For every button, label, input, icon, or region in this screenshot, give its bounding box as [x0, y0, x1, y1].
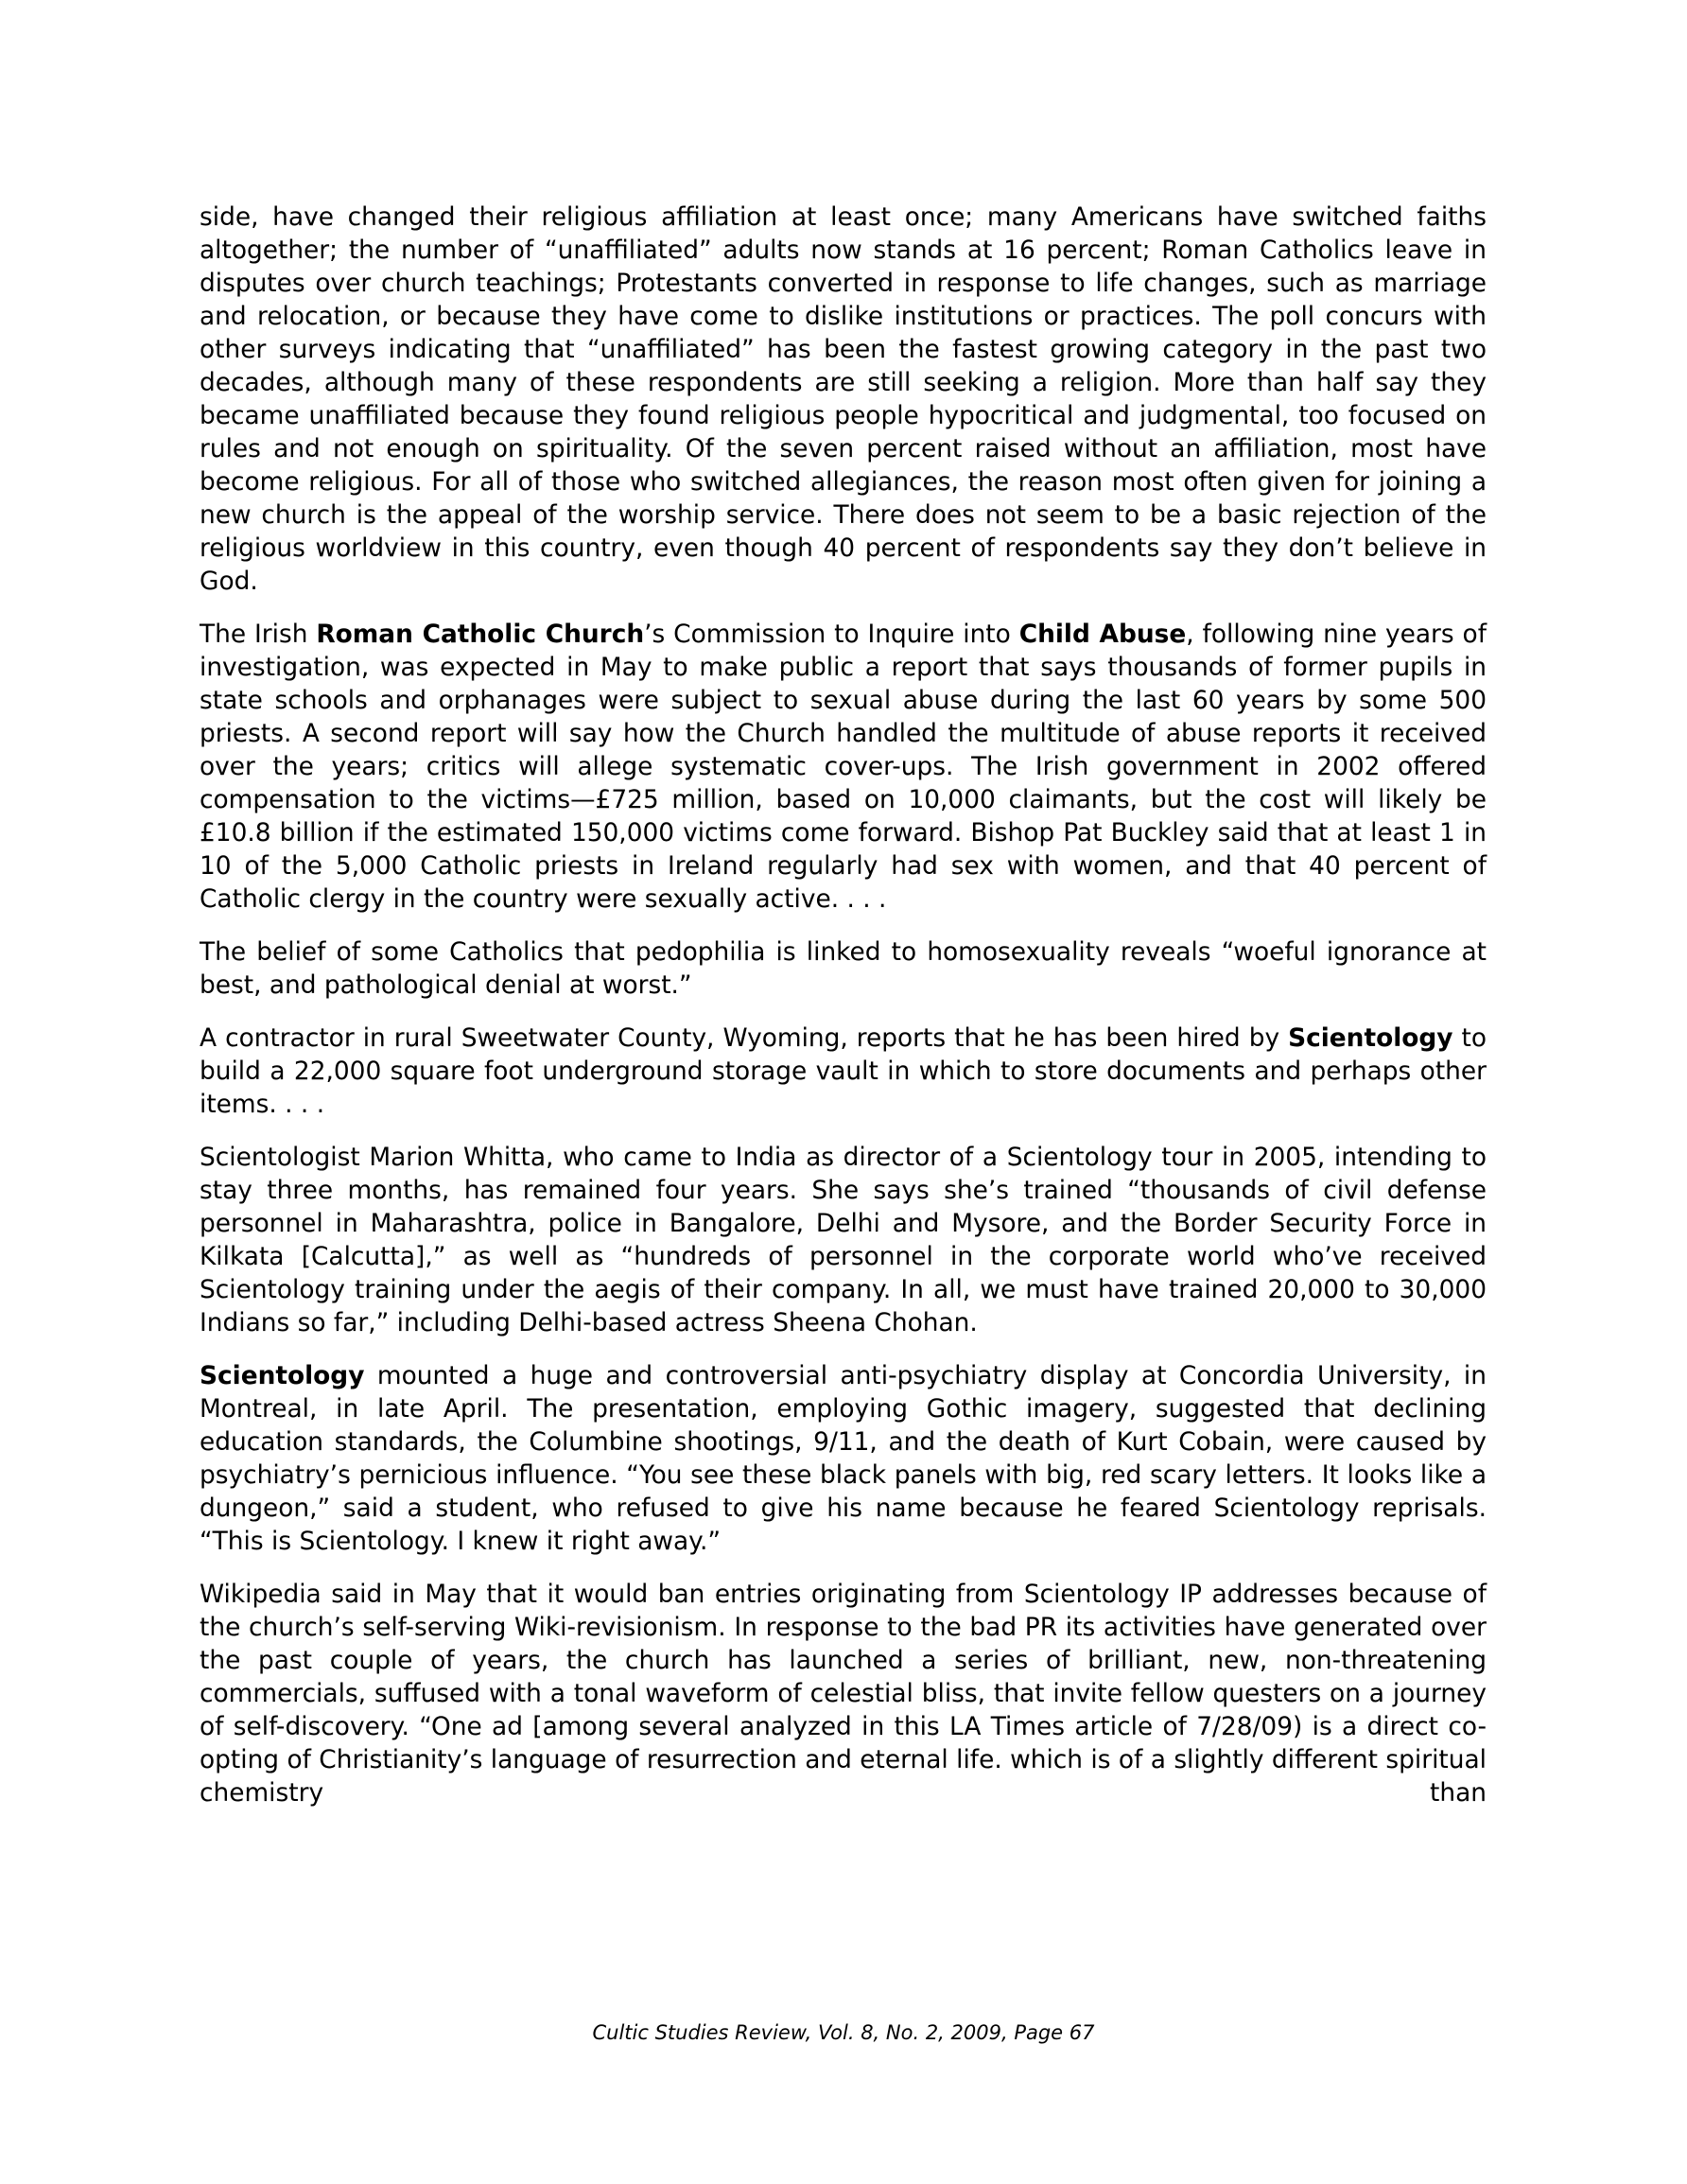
paragraph-wikipedia-ban: [200, 1578, 1487, 1809]
paragraph-text: ’s Commission to Inquire into: [644, 620, 1019, 649]
paragraph-pedophilia-belief: [200, 935, 1487, 1002]
paragraph-text: , following nine years of investigation, was expected in May to make public a report that says thousands of former pupils in state schools and orphanages were subject to sexual abuse during the last 60 years by some 500 priests. A second report will say how the Church handled the multitude of abuse reports it received over the years; critics will allege systematic cover-ups. The Irish government in 2002 offered compensation to the victims—£725 million, based on 10,000 claimants, but the cost will likely be £10.8 billion if the estimated 150,000 victims come forward. Bishop Pat Buckley said that at least 1 in 10 of the 5,000 Catholic priests in Ireland regularly had sex with women, and that 40 percent of Catholic clergy in the country were sexually active. . . .: [200, 620, 1487, 914]
document-body: [200, 201, 1487, 1829]
paragraph-india-training: [200, 1141, 1487, 1339]
paragraph-text: A contractor in rural Sweetwater County, Wyoming, reports that he has been hired by: [200, 1023, 1289, 1053]
paragraph-text: The belief of some Catholics that pedophilia is linked to homosexuality reveals “woeful ignorance at best, and pathological denial at worst.”: [200, 937, 1487, 1000]
paragraph-wyoming-vault: [200, 1022, 1487, 1121]
bold-term-scientology: Scientology: [1288, 1023, 1453, 1053]
paragraph-irish-church-abuse: [200, 618, 1487, 916]
page-footer-citation: Cultic Studies Review, Vol. 8, No. 2, 2009, Page 67: [592, 2021, 1095, 2044]
paragraph-text: mounted a huge and controversial anti-psychiatry display at Concordia University, in Montreal, in late April. The presentation, employing Gothic imagery, suggested that declining education standards, the Columbine shootings, 9/11, and the death of Kurt Cobain, were caused by psychiatry’s pernicious influence. “You see these black panels with big, red scary letters. It looks like a dungeon,” said a student, who refused to give his name because he feared Scientology reprisals. “This is Scientology. I knew it right away.”: [200, 1361, 1487, 1556]
bold-term-scientology: Scientology: [200, 1361, 365, 1390]
bold-term-roman-catholic-church: Roman Catholic Church: [316, 620, 645, 649]
paragraph-text: The Irish: [200, 620, 317, 649]
paragraph-concordia-display: [200, 1359, 1487, 1558]
paragraph-text: Wikipedia said in May that it would ban entries originating from Scientology IP addresses because of the church’s self-serving Wiki-revisionism. In response to the bad PR its activities have generated over the past couple of years, the church has launched a series of brilliant, new, non-threatening commercials, suffused with a tonal waveform of celestial bliss, that invite fellow questers on a journey of self-discovery. “One ad [among several analyzed in this LA Times article of 7/28/09) is a direct co-opting of Christianity’s language of resurrection and eternal life. which is of a slightly different spiritual chemistry than: [200, 1580, 1487, 1808]
paragraph-religious-switching: [200, 201, 1487, 598]
paragraph-text: to build a 22,000 square foot underground storage vault in which to store documents and perhaps other items. . . .: [200, 1023, 1487, 1119]
paragraph-text: side, have changed their religious affiliation at least once; many Americans have switched faiths altogether; the number of “unaffiliated” adults now stands at 16 percent; Roman Catholics leave in disputes over church teachings; Protestants converted in response to life changes, such as marriage and relocation, or because they have come to dislike institutions or practices. The poll concurs with other surveys indicating that “unaffiliated” has been the fastest growing category in the past two decades, although many of these respondents are still seeking a religion. More than half say they became unaffiliated because they found religious people hypocritical and judgmental, too focused on rules and not enough on spirituality. Of the seven percent raised without an affiliation, most have become religious. For all of those who switched allegiances, the reason most often given for joining a new church is the appeal of the worship service. There does not seem to be a basic rejection of the religious worldview in this country, even though 40 percent of respondents say they don’t believe in God.: [200, 202, 1487, 596]
paragraph-text: Scientologist Marion Whitta, who came to India as director of a Scientology tour in 2005, intending to stay three months, has remained four years. She says she’s trained “thousands of civil defense personnel in Maharashtra, police in Bangalore, Delhi and Mysore, and the Border Security Force in Kilkata [Calcutta],” as well as “hundreds of personnel in the corporate world who’ve received Scientology training under the aegis of their company. In all, we must have trained 20,000 to 30,000 Indians so far,” including Delhi-based actress Sheena Chohan.: [200, 1143, 1487, 1337]
bold-term-child-abuse: Child Abuse: [1018, 620, 1187, 649]
